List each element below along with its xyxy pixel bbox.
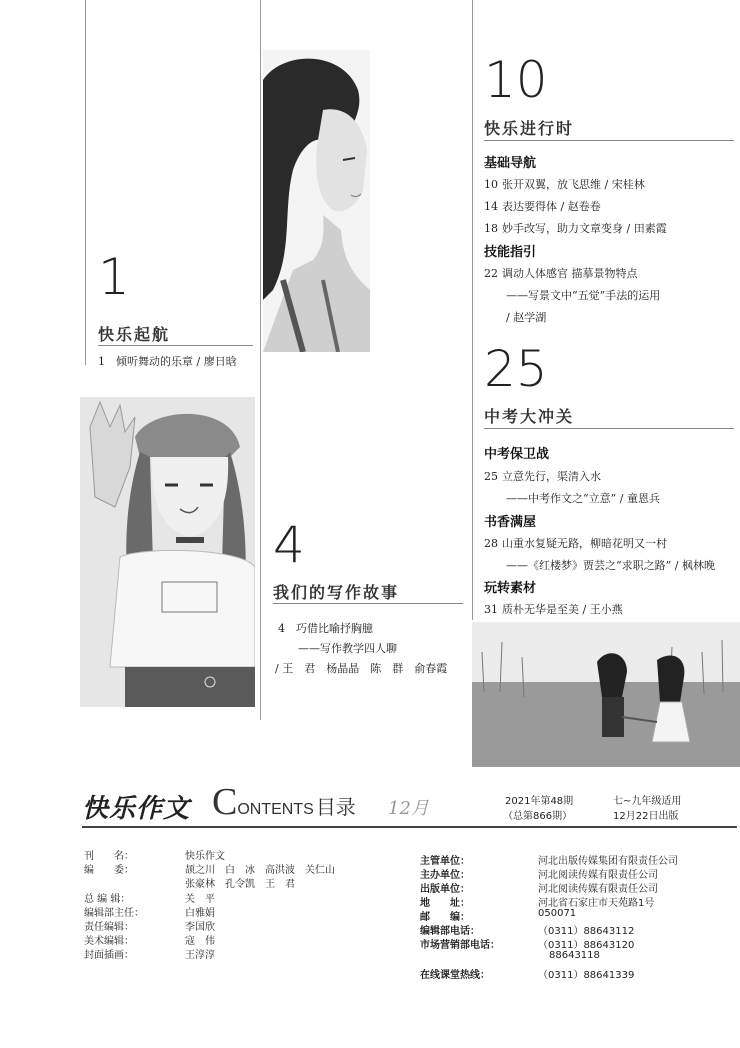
grade-range: 七~九年级适用: [613, 796, 682, 807]
masthead-label: 编 委：: [84, 865, 134, 876]
masthead-value: 白雅娟: [185, 908, 215, 919]
illustration-girl-waving: [80, 397, 255, 707]
masthead-label: 在线课堂热线：: [420, 970, 490, 981]
magazine-logo: 快乐作文: [82, 794, 191, 824]
masthead-label: 出版单位：: [420, 884, 470, 895]
section-25-title: 中考大冲关: [484, 407, 575, 426]
divider-left: [85, 0, 86, 365]
masthead-value: 快乐作文: [185, 851, 225, 862]
illustration-girl-profile: [263, 50, 370, 352]
section-25-number: 25: [484, 340, 548, 398]
masthead-value: 关 平: [185, 894, 215, 905]
divider-right: [472, 0, 473, 620]
masthead-label: 责任编辑：: [84, 922, 134, 933]
masthead-value: 王淳淳: [185, 950, 215, 961]
masthead-value: 河北省石家庄市天苑路1号: [538, 898, 655, 909]
toc-entry[interactable]: 1 倾听舞动的乐章 / 廖日晗: [98, 355, 237, 368]
issue-number: 2021年第48期: [505, 796, 574, 807]
section-10-number: 10: [484, 51, 548, 109]
toc-entry[interactable]: 22 调动人体感官 描摹景物特点: [484, 267, 638, 280]
masthead-value: 河北阅读传媒有限责任公司: [538, 884, 658, 895]
total-issue: （总第866期）: [503, 811, 573, 822]
banner-rule: [82, 826, 737, 828]
group-heading: 技能指引: [484, 245, 537, 260]
toc-entry-authors: / 王 君 杨晶晶 陈 群 俞春霞: [275, 662, 448, 675]
section-10-title: 快乐进行时: [484, 119, 575, 138]
masthead-label: 编辑部电话：: [420, 926, 480, 937]
toc-entry-subtitle: ——中考作文之“立意” / 童恩兵: [506, 492, 660, 505]
mulu-label: 目录: [315, 795, 356, 819]
masthead-label: 总 编 辑：: [84, 894, 131, 905]
illustration-two-girls: [472, 622, 740, 767]
section-1-rule: [98, 345, 253, 346]
group-heading: 基础导航: [484, 156, 537, 171]
section-4-number: 4: [273, 516, 305, 574]
masthead-value: 张豪林 孔令凯 王 君: [185, 879, 295, 890]
masthead-label: 主管单位：: [420, 856, 470, 867]
masthead-value: 李国欣: [185, 922, 215, 933]
masthead-value: （0311）88643120: [538, 940, 635, 951]
toc-entry[interactable]: 4 巧借比喻抒胸臆: [278, 622, 373, 635]
section-1-number: 1: [98, 248, 130, 306]
masthead-label: 刊 名：: [84, 851, 134, 862]
toc-entry-author: / 赵学湖: [506, 311, 547, 324]
contents-heading: [212, 780, 356, 824]
month-label: 12月: [388, 798, 429, 819]
toc-entry[interactable]: 14 表达要得体 / 赵卷卷: [484, 200, 601, 213]
masthead-value: 050071: [538, 908, 577, 919]
toc-entry-subtitle: ——写作教学四人聊: [298, 642, 397, 655]
masthead-label: 美术编辑：: [84, 936, 134, 947]
masthead-label: 市场营销部电话：: [420, 940, 500, 951]
section-10-rule: [484, 140, 734, 141]
masthead-value: （0311）88641339: [538, 970, 635, 981]
contents-rest: ONTENTS: [237, 801, 314, 818]
toc-entry[interactable]: 18 妙手改写，助力文章变身 / 田素霞: [484, 222, 667, 235]
masthead-label: 封面插画：: [84, 950, 134, 961]
masthead-label: 主办单位：: [420, 870, 470, 881]
masthead-value: 河北阅读传媒有限责任公司: [538, 870, 658, 881]
group-heading: 书香满屋: [484, 515, 537, 530]
toc-entry[interactable]: 25 立意先行，渠清入水: [484, 470, 601, 483]
masthead-label: 邮 编：: [420, 912, 470, 923]
group-heading: 玩转素材: [484, 581, 537, 596]
masthead-value: 寇 伟: [185, 936, 215, 947]
section-4-rule: [273, 603, 463, 604]
masthead-label: 地 址：: [420, 898, 470, 909]
toc-entry-subtitle: ——《红楼梦》贾芸之“求职之路” / 枫林晚: [506, 559, 715, 572]
toc-entry[interactable]: 28 山重水复疑无路，柳暗花明又一村: [484, 537, 667, 550]
publish-date: 12月22日出版: [613, 811, 679, 822]
section-4-title: 我们的写作故事: [273, 583, 400, 602]
masthead-value: 河北出版传媒集团有限责任公司: [538, 856, 678, 867]
section-25-rule: [484, 428, 734, 429]
divider-mid: [260, 0, 261, 720]
toc-entry[interactable]: 10 张开双翼，放飞思维 / 宋桂林: [484, 178, 645, 191]
toc-entry-subtitle: ——写景文中“五觉”手法的运用: [506, 289, 661, 302]
masthead-label: 编辑部主任：: [84, 908, 144, 919]
group-heading: 中考保卫战: [484, 447, 550, 462]
masthead-value: （0311）88643112: [538, 926, 635, 937]
section-1-title: 快乐起航: [98, 325, 171, 344]
toc-entry[interactable]: 31 质朴无华是至美 / 王小燕: [484, 603, 623, 616]
contents-initial: C: [212, 781, 238, 823]
masthead-value: 颉之川 白 冰 高洪波 关仁山: [185, 865, 335, 876]
masthead-value: 88643118: [549, 950, 600, 961]
